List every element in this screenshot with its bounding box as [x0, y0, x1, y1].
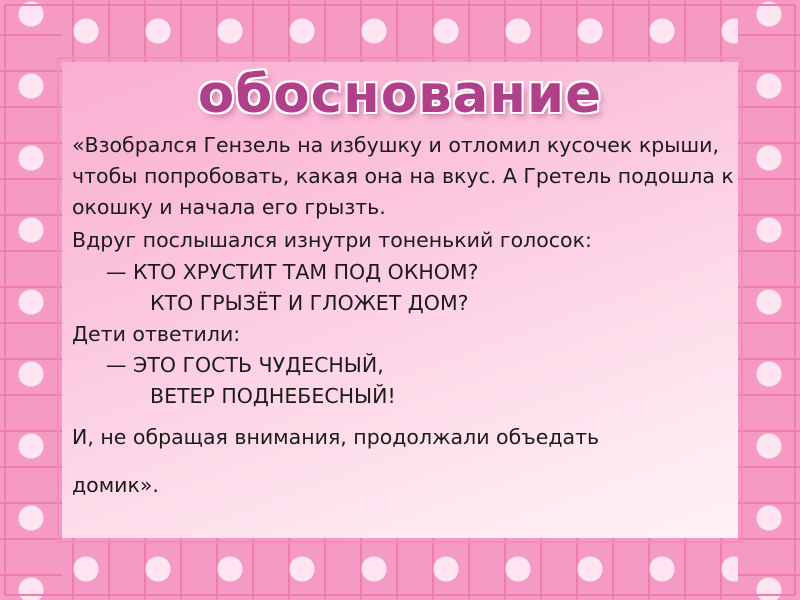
border-band-bottom: [0, 538, 800, 600]
paragraph: Вдруг послышался изнутри тоненький голосок:: [72, 228, 592, 253]
slide-body: [72, 130, 734, 503]
border-band-top: [0, 0, 800, 62]
border-band-left: [0, 0, 62, 600]
paragraph: — ЭТО ГОСТЬ ЧУДЕСНЫЙ,: [106, 353, 384, 378]
paragraph: — КТО ХРУСТИТ ТАМ ПОД ОКНОМ?: [106, 259, 479, 284]
paragraph: «Взобрался Гензель на избушку и отломил кусочек крыши, чтобы попробовать, какая она на вкус. А Гретель подошла к окошку и начала его грызть.: [72, 133, 734, 220]
paragraph: И, не обращая внимания, продолжали объедать: [72, 425, 600, 450]
paragraph: КТО ГРЫЗЁТ И ГЛОЖЕТ ДОМ?: [150, 290, 469, 315]
border-band-right: [738, 0, 800, 600]
paragraph: Дети ответили:: [72, 321, 241, 346]
paragraph: ВЕТЕР ПОДНЕБЕСНЫЙ!: [150, 384, 396, 409]
slide-content: [62, 62, 738, 538]
paragraph: домик».: [72, 472, 159, 497]
slide-title: обоснование: [197, 64, 603, 125]
